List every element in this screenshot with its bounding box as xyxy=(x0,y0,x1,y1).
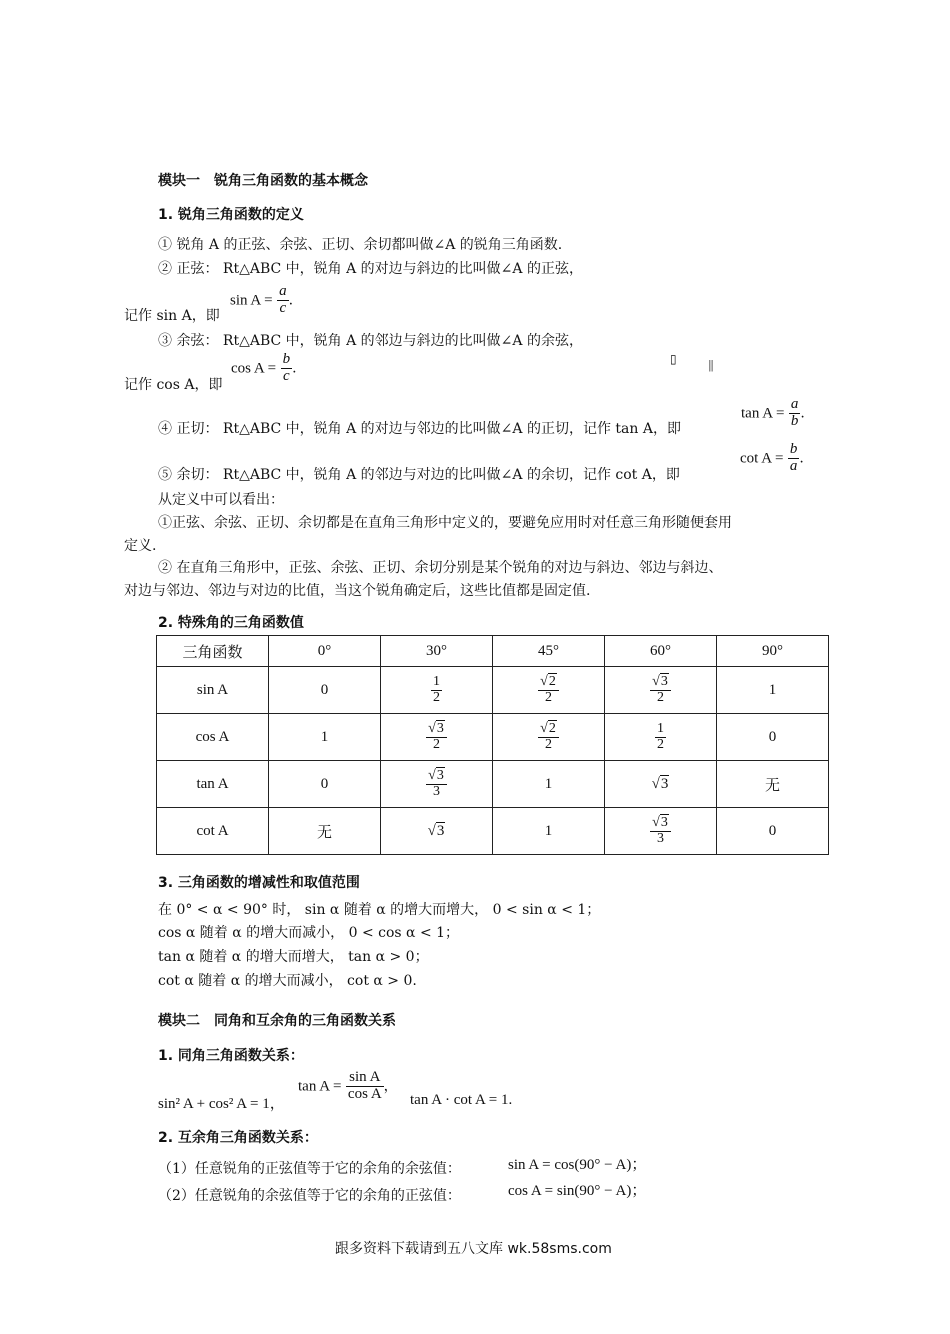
tangent-numerator: a xyxy=(790,396,799,412)
table-cell: tan A xyxy=(157,761,269,808)
table-cell: sin A xyxy=(157,667,269,714)
module1-title: 模块一 锐角三角函数的基本概念 xyxy=(158,173,368,189)
monotonicity-line-1: 在 0° < α < 90° 时， sin α 随着 α 的增大而增大， 0 < sin α < 1； xyxy=(158,902,601,918)
section3-heading: 3. 三角函数的增减性和取值范围 xyxy=(158,875,360,891)
sine-formula-lhs: sin A = xyxy=(230,292,273,309)
cotangent-formula: cot A = $\frac{b}{a}$ . xyxy=(740,441,804,474)
table-cell: $\frac{√3}{3}$ xyxy=(381,761,493,808)
table-header-cell: 30° xyxy=(381,636,493,667)
table-cell: $\frac{√2}{2}$ xyxy=(493,667,605,714)
sine-formula: sin A = $\frac{a}{c}$ . xyxy=(230,283,294,316)
cosine-notation-note: 记作 cos A，即 xyxy=(124,377,223,393)
table-row xyxy=(157,761,829,808)
table-cell: $\frac{√2}{2}$ xyxy=(493,714,605,761)
tangent-denominator: b xyxy=(790,412,799,429)
definition-tangent: ④ 正切： Rt△ABC 中，锐角 A 的对边与邻边的比叫做∠A 的正切，记作 tan A，即 xyxy=(158,421,681,437)
quotient-denominator: cos A xyxy=(347,1085,382,1102)
table-cell: cos A xyxy=(157,714,269,761)
observation-1-line-2: 定义. xyxy=(124,538,157,554)
definition-line-1: ① 锐角 A 的正弦、余弦、正切、余切都叫做∠A 的锐角三角函数. xyxy=(158,237,563,253)
cosine-numerator: b xyxy=(282,351,291,367)
table-header-cell: 0° xyxy=(269,636,381,667)
module2-title: 模块二 同角和互余角的三角函数关系 xyxy=(158,1013,396,1029)
table-cell: 1 xyxy=(493,808,605,855)
table-header-cell: 60° xyxy=(605,636,717,667)
cofunction-rule-1: （1）任意锐角的正弦值等于它的余角的余弦值： xyxy=(158,1161,461,1177)
cofunction-rule-2: （2）任意锐角的余弦值等于它的余角的正弦值： xyxy=(158,1188,461,1204)
table-cell: 无 xyxy=(269,808,381,855)
sine-denominator: c xyxy=(279,299,287,316)
stray-mark-icon: ▯ xyxy=(670,352,677,366)
table-row xyxy=(157,667,829,714)
monotonicity-line-4: cot α 随着 α 的增大而减小， cot α > 0. xyxy=(158,973,417,989)
monotonicity-line-2: cos α 随着 α 的增大而减小， 0 < cos α < 1； xyxy=(158,925,460,941)
table-row xyxy=(157,808,829,855)
section2-heading: 2. 特殊角的三角函数值 xyxy=(158,615,304,631)
table-cell: $\frac{1}{2}$ xyxy=(605,714,717,761)
cotangent-denominator: a xyxy=(789,457,798,474)
definition-cotangent: ⑤ 余切： Rt△ABC 中，锐角 A 的邻边与对边的比叫做∠A 的余切，记作 cot A，即 xyxy=(158,467,680,483)
observation-intro: 从定义中可以看出： xyxy=(158,492,284,508)
cosine-formula: cos A = $\frac{b}{c}$ . xyxy=(231,351,297,384)
observation-2-line-2: 对边与邻边、邻边与对边的比值，当这个锐角确定后，这些比值都是固定值. xyxy=(124,583,591,599)
observation-2-line-1: ② 在直角三角形中，正弦、余弦、正切、余切分别是某个锐角的对边与斜边、邻边与斜边、 xyxy=(158,560,723,576)
table-cell: cot A xyxy=(157,808,269,855)
special-angles-table xyxy=(156,635,829,855)
module2-section2-heading: 2. 互余角三角函数关系： xyxy=(158,1130,318,1146)
cosine-formula-lhs: cos A = xyxy=(231,360,277,377)
pythagorean-identity: sin² A + cos² A = 1， xyxy=(158,1096,285,1112)
tangent-formula-lhs: tan A = xyxy=(741,405,785,422)
stray-mark-icon: ǁ xyxy=(708,358,714,372)
tangent-formula: tan A = $\frac{a}{b}$ . xyxy=(741,396,805,429)
table-cell: 1 xyxy=(269,714,381,761)
section1-heading: 1. 锐角三角函数的定义 xyxy=(158,207,304,223)
definition-cosine: ③ 余弦： Rt△ABC 中，锐角 A 的邻边与斜边的比叫做∠A 的余弦， xyxy=(158,333,583,349)
table-cell: $\frac{√3}{3}$ xyxy=(605,808,717,855)
table-header-cell: 45° xyxy=(493,636,605,667)
table-header-row xyxy=(157,636,829,667)
table-cell: 无 xyxy=(717,761,829,808)
observation-1-line-1: ①正弦、余弦、正切、余切都是在直角三角形中定义的，要避免应用时对任意三角形随便套用 xyxy=(158,515,732,531)
footer-download-note: 跟多资料下载请到五八文库 wk.58sms.com xyxy=(335,1241,612,1257)
table-cell: 1 xyxy=(717,667,829,714)
cotangent-formula-lhs: cot A = xyxy=(740,450,784,467)
table-cell: 0 xyxy=(269,761,381,808)
table-cell: $\frac{√3}{2}$ xyxy=(381,714,493,761)
table-cell: 1 xyxy=(493,761,605,808)
monotonicity-line-3: tan α 随着 α 的增大而增大， tan α > 0； xyxy=(158,949,429,965)
module2-section1-heading: 1. 同角三角函数关系： xyxy=(158,1048,304,1064)
table-cell: 0 xyxy=(717,714,829,761)
sine-notation-note: 记作 sin A，即 xyxy=(124,308,220,324)
table-header-cell: 90° xyxy=(717,636,829,667)
reciprocal-identity: tan A · cot A = 1. xyxy=(410,1092,513,1108)
table-cell: 0 xyxy=(269,667,381,714)
cofunction-formula-1: sin A = cos(90° − A)； xyxy=(508,1157,647,1173)
quotient-separator: ， xyxy=(383,1078,398,1095)
sine-numerator: a xyxy=(279,283,287,299)
cosine-denominator: c xyxy=(283,367,290,384)
table-cell: $\frac{1}{2}$ xyxy=(381,667,493,714)
definition-sine: ② 正弦： Rt△ABC 中，锐角 A 的对边与斜边的比叫做∠A 的正弦， xyxy=(158,261,583,277)
table-cell: √3 xyxy=(605,761,717,808)
quotient-identity-lhs: tan A = xyxy=(298,1078,342,1095)
cofunction-formula-2: cos A = sin(90° − A)； xyxy=(508,1183,647,1199)
table-cell: $\frac{√3}{2}$ xyxy=(605,667,717,714)
cotangent-numerator: b xyxy=(789,441,798,457)
table-cell: √3 xyxy=(381,808,493,855)
quotient-identity xyxy=(298,1070,398,1103)
quotient-numerator: sin A xyxy=(346,1070,384,1087)
table-row xyxy=(157,714,829,761)
table-cell: 0 xyxy=(717,808,829,855)
table-header-cell: 三角函数 xyxy=(157,636,269,667)
